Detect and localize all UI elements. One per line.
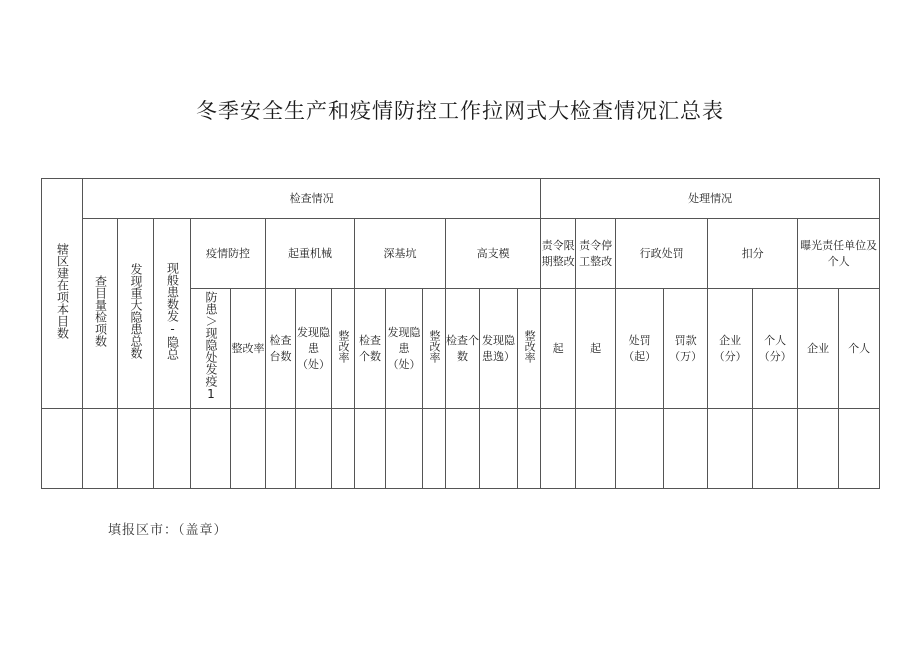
header-pit-rate: 整改率: [423, 289, 446, 409]
header-fine: 罚款（万）: [664, 289, 708, 409]
data-cell[interactable]: [753, 409, 798, 489]
header-expose: 曝光责任单位及个人: [798, 219, 880, 289]
data-cell[interactable]: [83, 409, 118, 489]
header-exp-company: 企业: [798, 289, 839, 409]
header-deduct: 扣分: [708, 219, 798, 289]
data-cell[interactable]: [231, 409, 266, 489]
data-cell[interactable]: [616, 409, 664, 489]
header-ded-person: 个人（分）: [753, 289, 798, 409]
header-formwork: 高支模: [446, 219, 541, 289]
header-crane: 起重机械: [266, 219, 355, 289]
header-pit-count: 检查个数: [355, 289, 386, 409]
data-cell[interactable]: [576, 409, 616, 489]
header-pit: 深基坑: [355, 219, 446, 289]
data-cell[interactable]: [118, 409, 154, 489]
summary-table: [41, 178, 880, 489]
header-crane-count: 检查台数: [266, 289, 296, 409]
header-stop: 责令停工整改: [576, 219, 616, 289]
table-row: [42, 409, 880, 489]
header-major-found: 发现重大隐患总数: [118, 219, 154, 409]
data-cell[interactable]: [191, 409, 231, 489]
header-crane-rate: 整改率: [332, 289, 355, 409]
header-limit-unit: 起: [541, 289, 576, 409]
data-cell[interactable]: [154, 409, 191, 489]
page-title: 冬季安全生产和疫情防控工作拉网式大检查情况汇总表: [196, 99, 724, 123]
data-cell[interactable]: [708, 409, 753, 489]
data-cell[interactable]: [664, 409, 708, 489]
data-cell[interactable]: [423, 409, 446, 489]
data-cell[interactable]: [446, 409, 480, 489]
header-epi-found: 防患＞现隐处发疫1: [191, 289, 231, 409]
data-cell[interactable]: [42, 409, 83, 489]
data-cell[interactable]: [355, 409, 386, 489]
header-region: 辖区建在项本目数: [42, 179, 83, 409]
data-cell[interactable]: [798, 409, 839, 489]
header-pit-found: 发现隐患（处）: [386, 289, 423, 409]
data-cell[interactable]: [266, 409, 296, 489]
header-exp-person: 个人: [839, 289, 880, 409]
header-admin: 行政处罚: [616, 219, 708, 289]
header-limit: 责令限期整改: [541, 219, 576, 289]
header-crane-found: 发现隐患（处）: [296, 289, 332, 409]
data-cell[interactable]: [518, 409, 541, 489]
header-ded-company: 企业（分）: [708, 289, 753, 409]
reporting-district-label: 填报区市：（盖章）: [108, 523, 228, 538]
header-epidemic: 疫情防控: [191, 219, 266, 289]
data-cell[interactable]: [480, 409, 518, 489]
header-form-count: 检查个数: [446, 289, 480, 409]
header-items: 查目量检项数: [83, 219, 118, 409]
header-handle-group: 处理情况: [541, 179, 880, 219]
data-cell[interactable]: [541, 409, 576, 489]
header-general-found: 现般患数发-隐总: [154, 219, 191, 409]
header-form-found: 发现隐患逸）: [480, 289, 518, 409]
data-cell[interactable]: [386, 409, 423, 489]
header-check-group: 检查情况: [83, 179, 541, 219]
header-penalty-cases: 处罚（起）: [616, 289, 664, 409]
data-cell[interactable]: [839, 409, 880, 489]
header-epi-rate: 整改率: [231, 289, 266, 409]
header-form-rate: 整改率: [518, 289, 541, 409]
data-cell[interactable]: [332, 409, 355, 489]
data-cell[interactable]: [296, 409, 332, 489]
header-stop-unit: 起: [576, 289, 616, 409]
